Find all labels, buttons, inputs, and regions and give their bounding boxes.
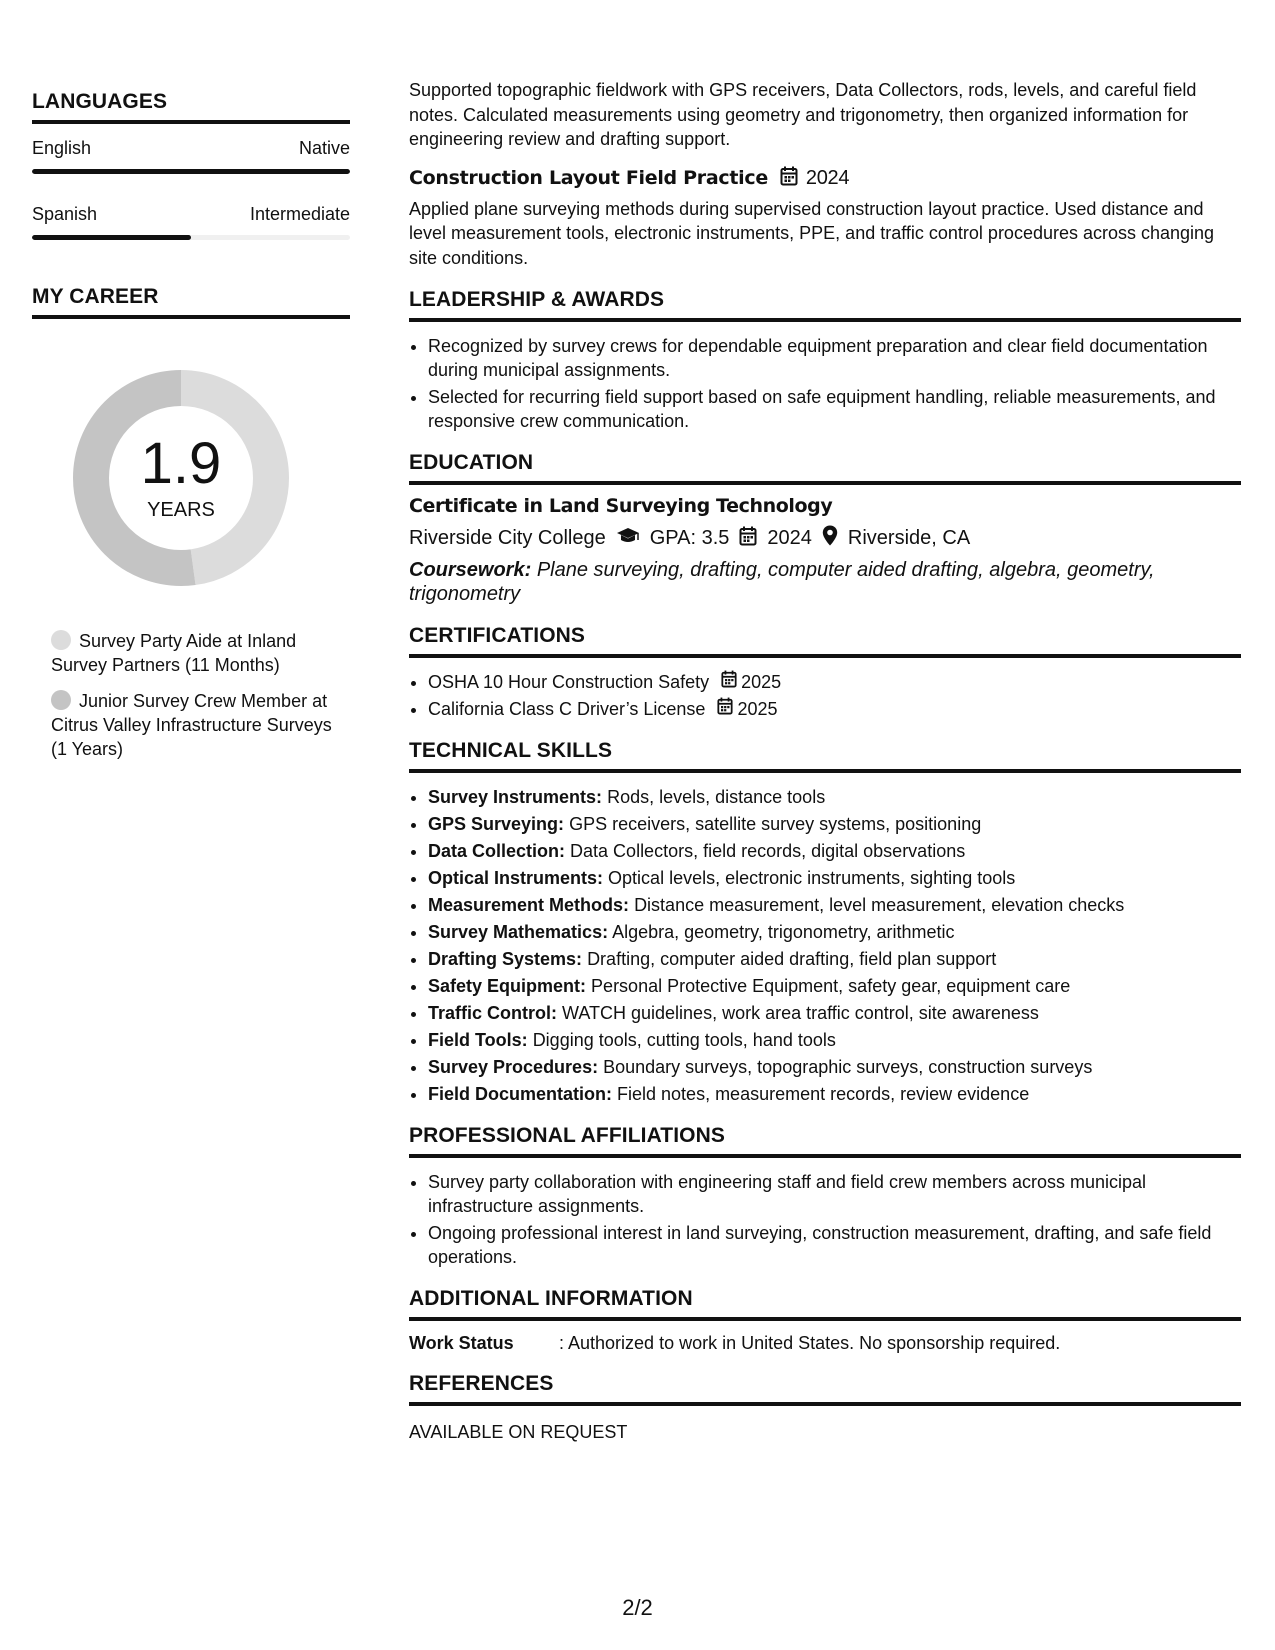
skills-section [409, 739, 1241, 1106]
certification-year: 2025 [741, 672, 782, 692]
affiliations-heading: PROFESSIONAL AFFILIATIONS [409, 1124, 1241, 1158]
practice-year: 2024 [805, 166, 850, 189]
language-proficiency-bar [32, 235, 350, 240]
list-item: • Ongoing professional interest in land surveying, construction measurement, drafting, and safe field operations. [428, 1221, 1241, 1269]
list-item [428, 670, 1241, 694]
skill-value: Distance measurement, level measurement, elevation checks [634, 895, 1125, 915]
skill-value: Field notes, measurement records, review evidence [617, 1084, 1030, 1104]
language-item [32, 204, 350, 240]
skill-item [428, 1001, 1241, 1025]
practice-title: Construction Layout Field Practice [409, 167, 768, 189]
skill-value: Algebra, geometry, trigonometry, arithmetic [612, 922, 955, 942]
skill-item [428, 839, 1241, 863]
language-level: Intermediate [249, 204, 350, 224]
leadership-section [409, 288, 1241, 433]
graduation-year: 2024 [767, 527, 812, 549]
calendar-icon [721, 670, 737, 694]
skill-item [428, 920, 1241, 944]
legend-dot-icon [51, 630, 71, 650]
skill-item [428, 947, 1241, 971]
certifications-heading: CERTIFICATIONS [409, 624, 1241, 658]
skill-item [428, 1082, 1241, 1106]
school-name: Riverside City College [409, 527, 606, 549]
language-proficiency-fill [32, 169, 350, 174]
practice-heading [409, 166, 1241, 191]
coursework-text: Plane surveying, drafting, computer aided drafting, algebra, geometry, trigonometry [409, 559, 1155, 605]
references-section [409, 1372, 1241, 1443]
skill-value: GPS receivers, satellite survey systems, positioning [569, 814, 982, 834]
list-item: • Recognized by survey crews for dependable equipment preparation and clear field documentation during municipal assignments. [428, 334, 1241, 382]
skill-label: GPS Surveying: [428, 814, 565, 834]
career-heading: MY CAREER [32, 285, 350, 319]
experience-section [409, 78, 1241, 270]
skill-item [428, 1055, 1241, 1079]
skill-label: Field Documentation: [428, 1084, 612, 1104]
skill-value: Digging tools, cutting tools, hand tools [532, 1030, 836, 1050]
skill-value: Boundary surveys, topographic surveys, construction surveys [603, 1057, 1093, 1077]
career-total-unit: YEARS [147, 498, 215, 521]
practice-paragraph: Applied plane surveying methods during supervised construction layout practice. Used distance and level measurement tools, electronic instruments, PPE, and traffic control procedures across changing site conditions. [409, 198, 1215, 268]
skill-label: Optical Instruments: [428, 868, 604, 888]
experience-intro-paragraph: Supported topographic fieldwork with GPS receivers, Data Collectors, rods, levels, and careful field notes. Calculated measurements using geometry and trigonometry, then organized information for engineering review and drafting support. [409, 80, 1197, 149]
graduation-cap-icon [616, 527, 640, 551]
language-item [32, 138, 350, 174]
leadership-heading: LEADERSHIP & AWARDS [409, 288, 1241, 322]
career-legend-item [51, 629, 341, 677]
skill-label: Survey Procedures: [428, 1057, 599, 1077]
list-item: • Selected for recurring field support based on safe equipment handling, reliable measurements, and responsive crew communication. [428, 385, 1241, 433]
coursework [409, 558, 1241, 606]
languages-heading: LANGUAGES [32, 90, 350, 124]
work-status-label: Work Status [409, 1333, 514, 1353]
work-status-value: : Authorized to work in United States. No sponsorship required. [559, 1333, 1061, 1353]
language-proficiency-bar [32, 169, 350, 174]
career-legend-item [51, 689, 341, 761]
location-pin-icon [822, 525, 838, 552]
skill-label: Survey Instruments: [428, 787, 603, 807]
skill-label: Data Collection: [428, 841, 566, 861]
skill-item [428, 974, 1241, 998]
education-section [409, 451, 1241, 606]
list-item [428, 697, 1241, 721]
certifications-section [409, 624, 1241, 721]
career-job-label: Survey Party Aide at Inland Survey Partners (11 Months) [51, 631, 297, 675]
skill-item [428, 785, 1241, 809]
education-heading: EDUCATION [409, 451, 1241, 485]
gpa: GPA: 3.5 [649, 527, 730, 549]
degree-title: Certificate in Land Surveying Technology [409, 495, 833, 517]
career-legend [51, 629, 341, 761]
education-meta [409, 525, 1241, 552]
languages-section [32, 90, 350, 240]
skill-item [428, 1028, 1241, 1052]
skill-label: Traffic Control: [428, 1003, 557, 1023]
calendar-icon [780, 166, 798, 191]
page-number: 2/2 [622, 1595, 653, 1620]
skill-value: Drafting, computer aided drafting, field plan support [587, 949, 997, 969]
skill-label: Measurement Methods: [428, 895, 630, 915]
calendar-icon [717, 697, 733, 721]
skill-value: Optical levels, electronic instruments, sighting tools [608, 868, 1016, 888]
skill-item [428, 812, 1241, 836]
legend-dot-icon [51, 690, 71, 710]
skill-value: Rods, levels, distance tools [607, 787, 826, 807]
certification-name: • OSHA 10 Hour Construction Safety [428, 672, 710, 692]
language-level: Native [298, 138, 350, 158]
skill-item [428, 866, 1241, 890]
skill-value: WATCH guidelines, work area traffic control, site awareness [562, 1003, 1039, 1023]
school-location: Riverside, CA [847, 527, 971, 549]
additional-info-heading: ADDITIONAL INFORMATION [409, 1287, 1241, 1321]
references-heading: REFERENCES [409, 1372, 1241, 1406]
left-column [32, 90, 350, 773]
language-proficiency-fill [32, 235, 191, 240]
language-name: Spanish [32, 204, 98, 224]
career-total-value: 1.9 [140, 430, 222, 496]
right-column [409, 78, 1241, 1443]
skill-item [428, 893, 1241, 917]
certification-name: • California Class C Driver’s License [428, 699, 706, 719]
career-job-label: Junior Survey Crew Member at Citrus Valley Infrastructure Surveys (1 Years) [51, 691, 332, 759]
skills-heading: TECHNICAL SKILLS [409, 739, 1241, 773]
skill-value: Data Collectors, field records, digital observations [570, 841, 966, 861]
skill-value: Personal Protective Equipment, safety gear, equipment care [591, 976, 1071, 996]
skill-label: Survey Mathematics: [428, 922, 609, 942]
certification-year: 2025 [737, 699, 778, 719]
work-status-row [409, 1333, 1241, 1354]
calendar-icon [739, 526, 757, 552]
references-text: AVAILABLE ON REQUEST [409, 1422, 628, 1442]
additional-info-section [409, 1287, 1241, 1354]
language-name: English [32, 138, 92, 158]
coursework-label: Coursework: [409, 559, 532, 581]
skill-label: Safety Equipment: [428, 976, 587, 996]
skill-label: Drafting Systems: [428, 949, 583, 969]
list-item: • Survey party collaboration with engineering staff and field crew members across municipal infrastructure assignments. [428, 1170, 1241, 1218]
affiliations-section [409, 1124, 1241, 1269]
skill-label: Field Tools: [428, 1030, 528, 1050]
career-section [32, 285, 350, 761]
career-donut-chart [66, 363, 296, 593]
